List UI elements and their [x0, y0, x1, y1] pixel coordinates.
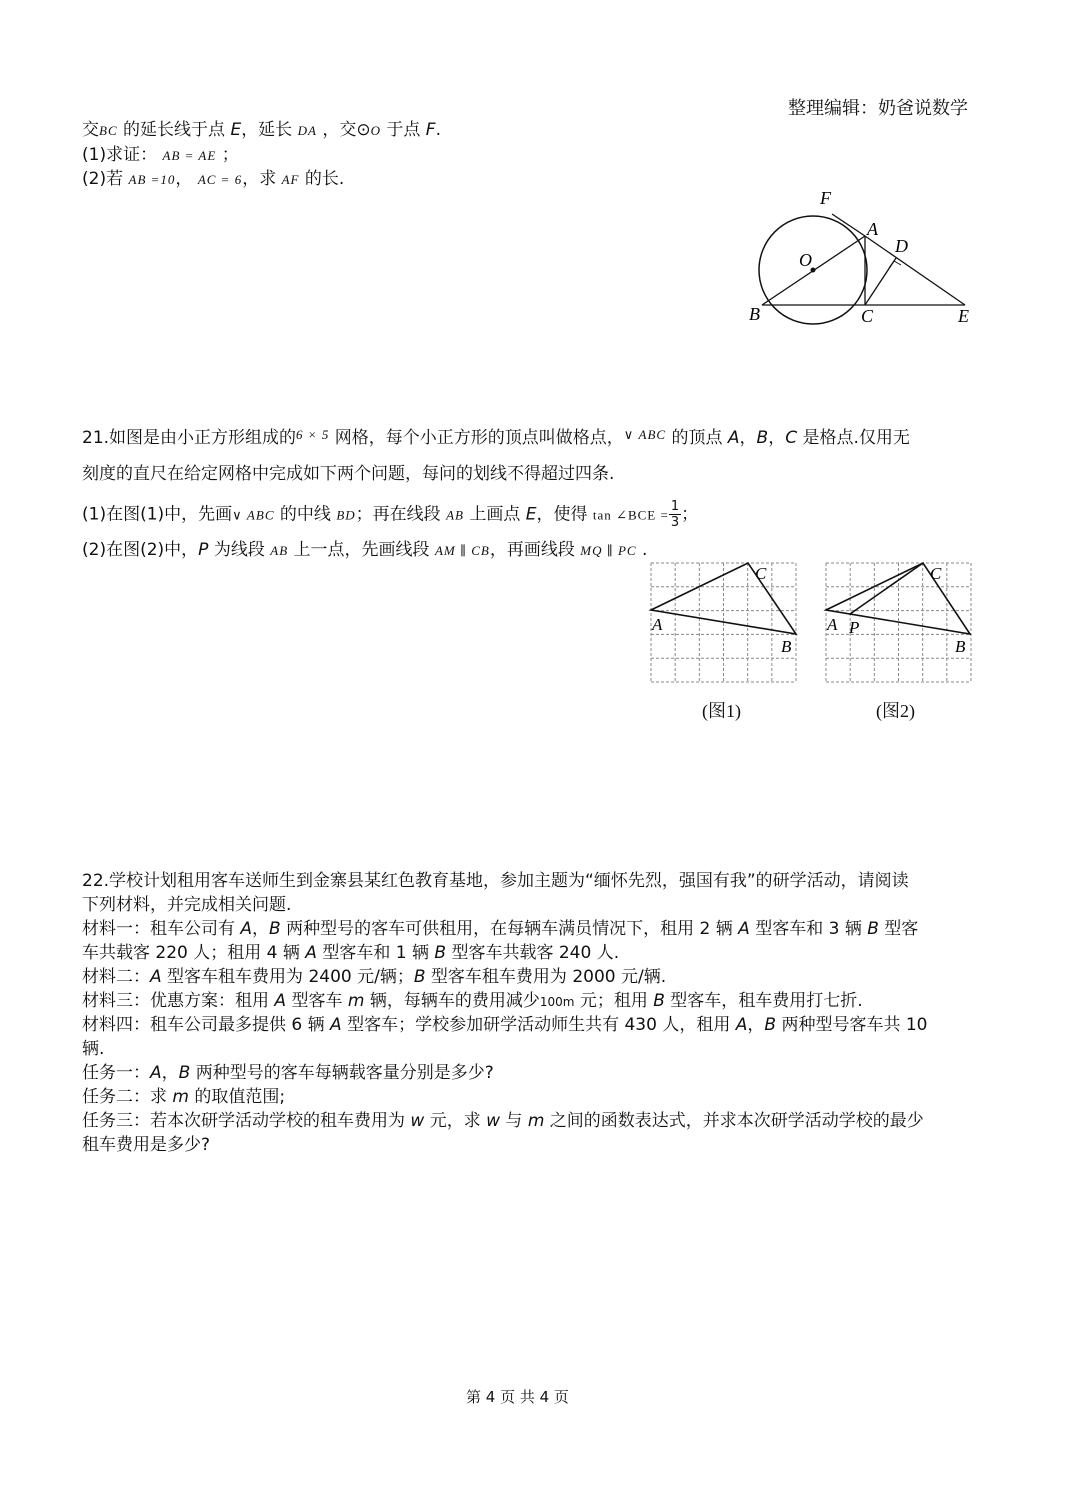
- fig2-label-c: C: [930, 564, 942, 583]
- fraction-one-third: $\frac{1}{3}$: [670, 499, 680, 530]
- q22-task1: 任务一：A，B 两种型号的客车每辆载客量分别是多少?: [82, 1063, 494, 1083]
- q22-task3: 任务三：若本次研学活动学校的租车费用为 w 元，求 w 与 m 之间的函数表达式，并求本次研学活动学校的最少: [82, 1111, 924, 1131]
- label-c: C: [861, 306, 874, 326]
- q22-line2: 下列材料，并完成相关问题.: [82, 895, 292, 915]
- fig1-label-c: C: [755, 564, 767, 583]
- q21-line3: (1)在图(1)中，先画∨ ABC 的中线 BD；再在线段 AB 上画点 E，使得 tan ∠BCE = $\frac{1}{3}$ ；: [82, 499, 699, 530]
- label-f: F: [820, 188, 831, 208]
- fig2-label-a: A: [827, 615, 838, 634]
- q21-line1: 21.如图是由小正方形组成的$^{6 \times 5}$ 网格，每个小正方形的顶点叫做格点，$^{\vee ABC}$ 的顶点 A，B，C 是格点.仅用无: [82, 427, 910, 448]
- segment-fa: [832, 214, 865, 236]
- editor-credit: 整理编辑：奶爸说数学: [788, 98, 968, 119]
- q22-material1: 材料一：租车公司有 A，B 两种型号的客车可供租用，在每辆车满员情况下，租用 2 辆 A 型客车和 3 辆 B 型客: [82, 919, 919, 939]
- label-b: B: [749, 304, 760, 324]
- q21-grid-figures: [640, 555, 985, 725]
- fig1-label-a: A: [652, 615, 663, 634]
- q22-material1-cont: 车共载客 220 人；租用 4 辆 A 型客车和 1 辆 B 型客车共载客 240 人.: [82, 943, 620, 963]
- q22-line1: 22.学校计划租用客车送师生到金寨县某红色教育基地，参加主题为“缅怀先烈，强国有我”的研学活动，请阅读: [82, 871, 909, 891]
- label-d: D: [895, 236, 908, 256]
- fig1-label-b: B: [781, 637, 792, 656]
- label-o: O: [799, 250, 812, 270]
- q22-material4: 材料四：租车公司最多提供 6 辆 A 型客车；学校参加研学活动师生共有 430 人，租用 A，B 两种型号客车共 10: [82, 1015, 928, 1035]
- q22-material2: 材料二：A 型客车租车费用为 2400 元/辆；B 型客车租车费用为 2000 元/辆.: [82, 967, 667, 987]
- q20-line1: 交BC 的延长线于点 E，延长 DA ，交⊙O 于点 F.: [82, 120, 441, 140]
- fig2-label-b: B: [955, 637, 966, 656]
- fig2-label-p: P: [849, 618, 860, 637]
- q22-task2: 任务二：求 m 的取值范围;: [82, 1087, 286, 1107]
- segment-ae: [865, 236, 965, 305]
- fig2-caption: (图2): [876, 701, 915, 721]
- q22-task3-cont: 租车费用是多少?: [82, 1135, 211, 1155]
- q20-part2: (2)若 AB =10， AC = 6，求 AF 的长.: [82, 169, 345, 189]
- q20-circle-figure: [740, 185, 990, 330]
- q22-material3: 材料三：优惠方案：租用 A 型客车 m 辆，每辆车的费用减少100m 元；租用 B 型客车，租车费用打七折.: [82, 991, 863, 1011]
- label-e: E: [958, 306, 969, 326]
- q20-part1: (1)求证： AB = AE ；: [82, 145, 239, 165]
- segment-pc-fig2: [850, 563, 923, 614]
- q21-line4: (2)在图(2)中，P 为线段 AB 上一点，先画线段 AM ∥ CB，再画线段 MQ ∥ PC .: [82, 540, 648, 560]
- q22-material4-cont: 辆.: [82, 1039, 105, 1059]
- page-number: 第 4 页 共 4 页: [466, 1388, 569, 1406]
- fig1-caption: (图1): [702, 701, 741, 721]
- label-a: A: [867, 219, 878, 239]
- q21-line2: 刻度的直尺在给定网格中完成如下两个问题，每问的划线不得超过四条.: [82, 464, 615, 484]
